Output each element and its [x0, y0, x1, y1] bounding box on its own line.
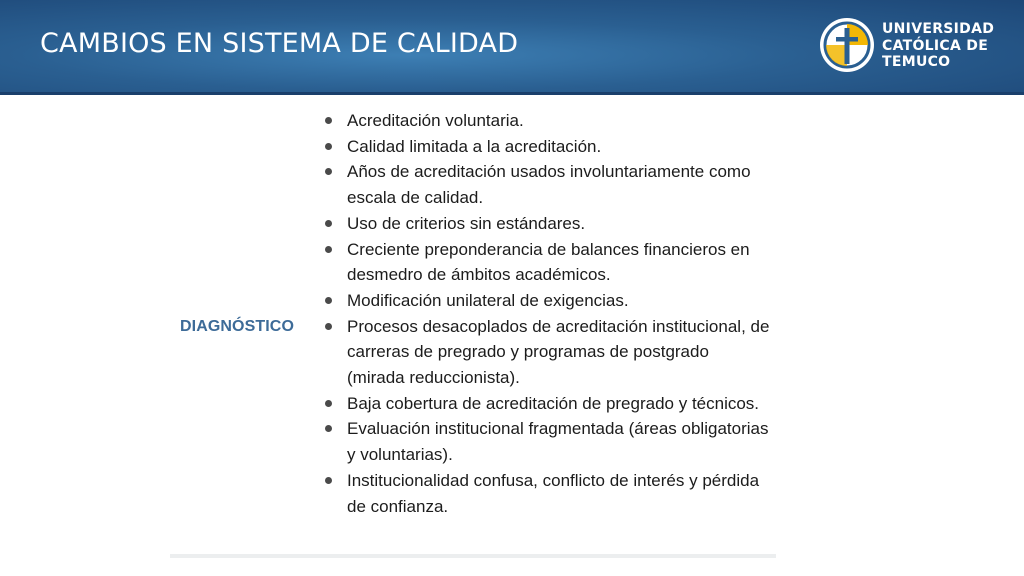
diagnostic-bullet-list — [320, 108, 770, 519]
bullet-item: Baja cobertura de acreditación de pregrado y técnicos. — [320, 391, 770, 417]
bullet-item: Evaluación institucional fragmentada (áreas obligatorias y voluntarias). — [320, 416, 770, 467]
university-emblem-icon — [818, 16, 876, 74]
logo-line: CATÓLICA DE — [882, 37, 989, 54]
bullet-item: Años de acreditación usados involuntariamente como escala de calidad. — [320, 159, 770, 210]
bullet-item: Modificación unilateral de exigencias. — [320, 288, 770, 314]
diagnostic-label: DIAGNÓSTICO — [180, 318, 294, 335]
bullet-item: Creciente preponderancia de balances financieros en desmedro de ámbitos académicos. — [320, 237, 770, 288]
logo-line: UNIVERSIDAD — [882, 21, 995, 37]
slide-title: CAMBIOS EN SISTEMA DE CALIDAD — [40, 28, 519, 59]
bullet-item: Procesos desacoplados de acreditación institucional, de carreras de pregrado y programas de postgrado (mirada reduccionista). — [320, 314, 770, 391]
bullet-item: Acreditación voluntaria. — [320, 108, 770, 134]
slide-header — [0, 0, 1024, 95]
bullet-item: Calidad limitada a la acreditación. — [320, 134, 770, 160]
logo-line: TEMUCO — [882, 54, 951, 70]
bullet-item: Uso de criterios sin estándares. — [320, 211, 770, 237]
university-name — [882, 21, 994, 71]
bullet-item: Institucionalidad confusa, conflicto de interés y pérdida de confianza. — [320, 468, 770, 519]
university-logo — [818, 16, 1008, 76]
